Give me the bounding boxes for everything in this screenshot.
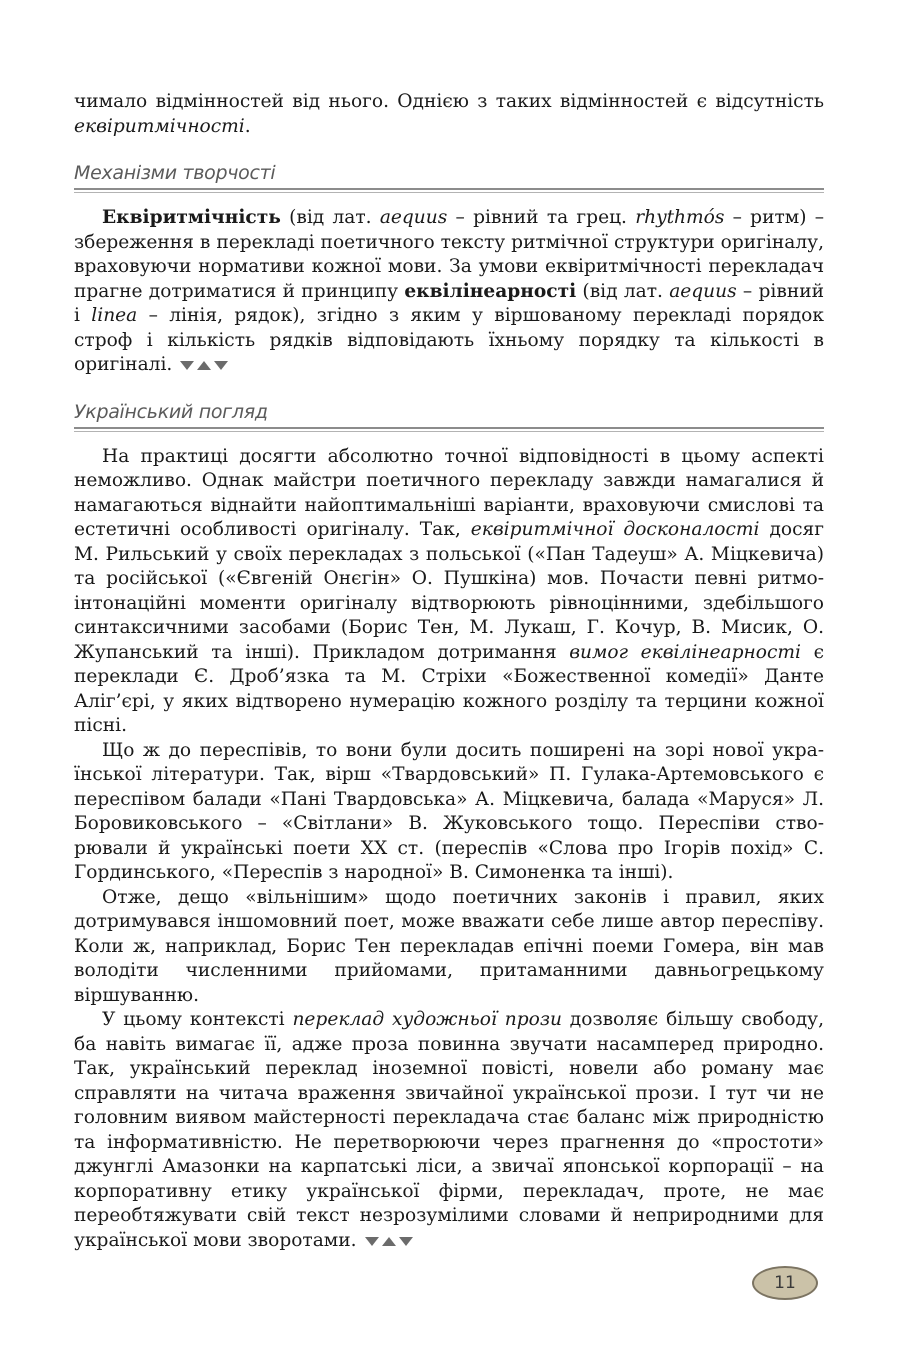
text-segment: – ритм) – збереження в перекладі поетичного тексту ритмічної структури оригіналу, враховуючи нормативи кожної мови. За умови еквіритмічності перекладач прагне дотриматися й принципу [74,207,825,302]
triangle-marker-icon [180,359,228,371]
heading-rule [74,427,824,432]
intro-text-end: . [244,115,251,137]
paragraph-practice [74,445,824,739]
page-number-badge: 11 [752,1266,818,1300]
section-title: Механізми творчості [74,162,276,184]
italic-phrase: вимог еквілінеарності [569,641,801,663]
intro-italic-term: еквіритмічності [74,115,245,137]
text-segment: дозволяє більшу свободу, ба навіть вимагає її, адже проза повинна звучати насамперед природно. Так, український переклад іноземної повісті, новели або роману має справляти на читача враження звичайної української прози. І тут чи не головним виявом майстерності перекладача стає баланс між природністю та інформативністю. Не перетворюючи через прагнення до «простоти» джунглі Амазонки на карпатські ліси, а звичаї японської корпорації – на корпоративну етику української фірми, перекладач, проте, не має переобтяжувати свій текст незрозумілими словами й неприродними для української мови зворотами. [74,1009,824,1251]
italic-phrase: еквіритмічної досконалості [470,519,760,540]
heading-rule [74,188,824,193]
paragraph-freer: Отже, дещо «вільнішим» щодо поетичних законів і правил, яких дотримувався іншомовний поет, може вважати себе лише автор переспіву. Коли ж, наприклад, Борис Тен перекладав епічні поеми Гомера, він мав володіти численними прийомами, притаманними давньогрецькому віршуванню. [74,886,824,1006]
term-equirhythmicity: Еквіритмічність [102,207,281,228]
text-segment: – лінія, рядок), згідно з яким у віршованому перекладі порядок строф і кількість рядків відповідають їхньому порядку та кількості в оригіналі. [74,305,824,375]
section-heading-mechanisms [74,161,824,193]
paragraph-prose-translation [74,1008,824,1253]
intro-paragraph [74,90,824,139]
text-segment: є переклади Є. Дроб’язка та М. Стріхи «Божественної комедії» Данте Аліг’єрі, у яких відтворено нумерацію кожного розділу та терцини кожної пісні. [74,641,824,736]
greek-word: rhythmós [635,207,725,228]
text-segment: досяг М. Рильський у своїх перекладах з польської («Пан Тадеуш» А. Міцкевича) та російської («Євгеній Онєгін» О. Пушкіна) мов. Почасти певні ритмо-інтонаційні моменти оригіналу відтворюють рівноцінними, здебільшого синтаксичними засобами (Борис Тен, М. Лукаш, Г. Кочур, В. Мисик, О. Жупанський та інші). Прикладом дотримання [74,519,824,663]
section-heading-ukrainian-view [74,400,824,432]
term-equilinearity: еквілінеарності [404,280,577,302]
text-segment: – рівний та грец. [447,207,636,228]
text-segment: (від лат. [280,207,380,228]
text-segment: У цьому контексті [102,1009,293,1030]
latin-word: linea [91,305,138,326]
latin-word: aequus [379,207,448,228]
intro-text: чимало відмінностей від нього. Однією з таких відмінностей є відсутність [74,91,824,112]
latin-word: aequus [669,280,737,302]
text-segment: – рівний і [74,280,824,326]
paragraph-adaptations: Що ж до переспівів, то вони були досить поширені на зорі нової української літератури. Так, вірш «Твардовський» П. Гулака-Артемовського є переспівом балади «Пані Твардовська» А. Міцкевича, балада «Маруся» Л. Боровиковського – «Світлани» В. Жуковського тощо. Переспіви створювали й українські поети ХХ ст. (переспів «Слова про Ігорів похід» С. Гординського, «Переспів з народної» В. Симоненка та інші). [74,739,824,883]
text-segment: На практиці досягти абсолютно точної відповідності в цьому аспекті неможливо. Однак майстри поетичного перекладу завжди намагалися й намагаються віднайти найоптимальніші варіанти, враховуючи смислові та естетичні особливості оригіналу. Так, [74,445,824,540]
text-segment: (від лат. [576,280,670,302]
triangle-marker-icon [365,1235,413,1247]
italic-phrase: переклад художньої прози [292,1009,562,1030]
section-title: Український погляд [74,400,268,423]
page-content [74,90,824,1253]
definition-paragraph [74,206,824,378]
